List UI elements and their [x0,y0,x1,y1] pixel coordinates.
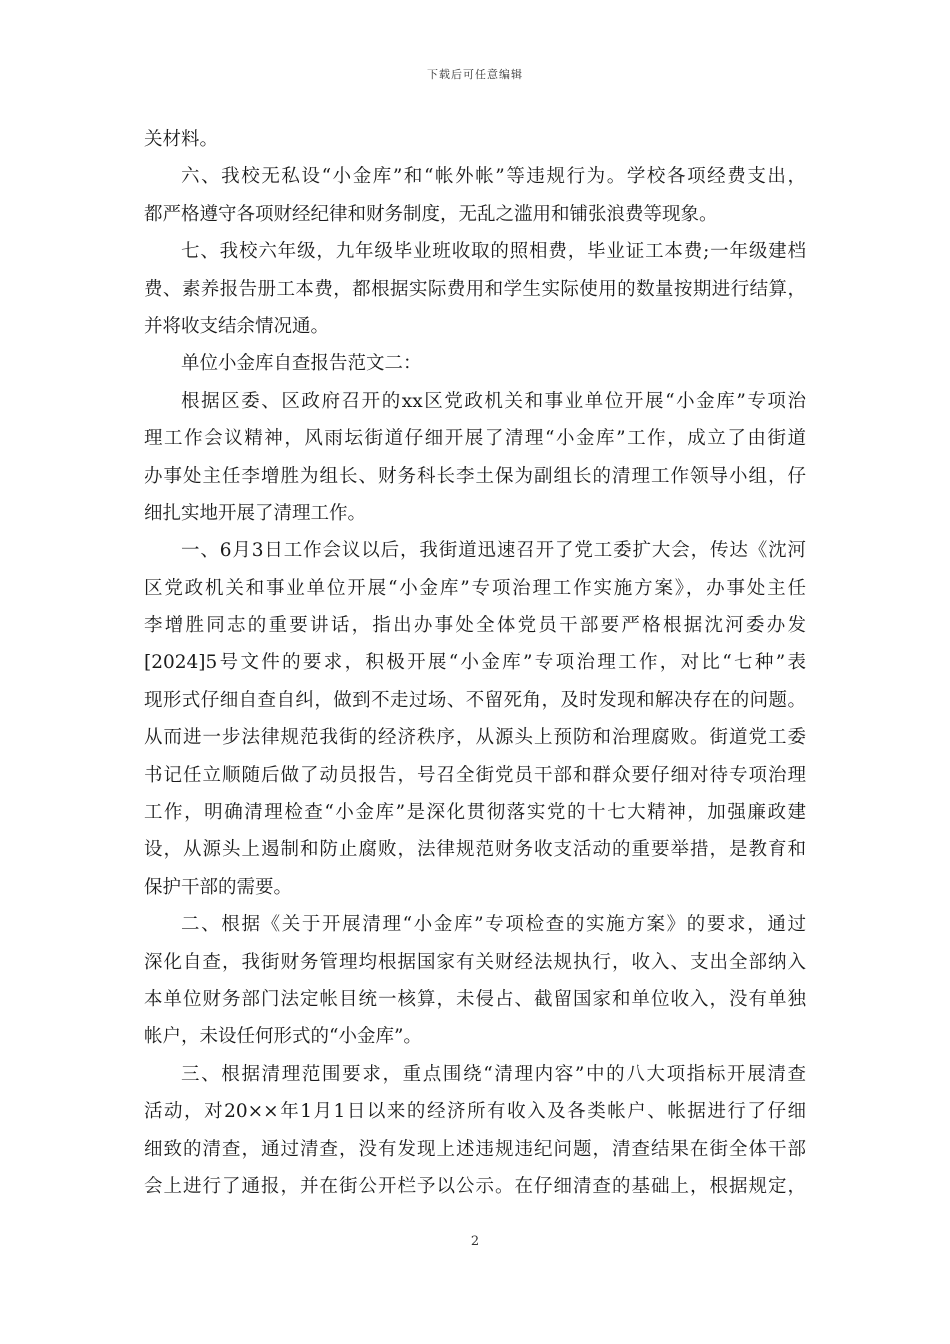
text-line: 费、素养报告册工本费，都根据实际费用和学生实际使用的数量按期进行结算， [144,278,806,300]
text-line: 设，从源头上遏制和防止腐败，法律规范财务收支活动的重要举措，是教育和 [144,839,806,861]
text-line: 细扎实地开展了清理工作。 [144,502,367,524]
text-line: 关材料。 [144,129,219,150]
text-line: [2024]5号文件的要求，积极开展“小金库”专项治理工作，对比“七种”表 [144,652,806,674]
text-line: 本单位财务部门法定帐目统一核算，未侵占、截留国家和单位收入，没有单独 [144,988,806,1010]
text-line: 会上进行了通报，并在街公开栏予以公示。在仔细清查的基础上，根据规定， [144,1175,806,1197]
text-line: 并将收支结余情况通。 [144,315,330,337]
text-line: 一、6月3日工作会议以后，我街道迅速召开了党工委扩大会，传达《沈河 [181,540,806,562]
page-header: 下载后可任意编辑 [427,68,523,81]
text-line: 办事处主任李增胜为组长、财务科长李土保为副组长的清理工作领导小组，仔 [144,465,806,487]
text-line: 书记任立顺随后做了动员报告，号召全街党员干部和群众要仔细对待专项治理 [144,764,806,786]
text-line: 都严格遵守各项财经纪律和财务制度，无乱之滥用和铺张浪费等现象。 [144,203,718,225]
text-line: 三、根据清理范围要求，重点围绕“清理内容”中的八大项指标开展清查 [181,1063,806,1085]
section-heading: 单位小金库自查报告范文二： [181,353,422,375]
text-line: 现形式仔细自查自纠，做到不走过场、不留死角，及时发现和解决存在的问题。 [144,689,806,711]
body-text [144,121,806,1205]
text-line: 保护干部的需要。 [144,876,293,898]
text-line: 活动，对20××年1月1日以来的经济所有收入及各类帐户、帐据进行了仔细 [144,1101,806,1123]
text-line: 从而进一步法律规范我街的经济秩序，从源头上预防和治理腐败。街道党工委 [144,727,806,749]
text-line: 帐户，未设任何形式的“小金库”。 [144,1026,422,1048]
text-line: 深化自查，我街财务管理均根据国家有关财经法规执行，收入、支出全部纳入 [144,951,806,973]
text-line: 七、我校六年级，九年级毕业班收取的照相费，毕业证工本费;一年级建档 [181,241,806,263]
text-line: 二、根据《关于开展清理“小金库”专项检查的实施方案》的要求，通过 [181,914,806,936]
text-line: 李增胜同志的重要讲话，指出办事处全体党员干部要严格根据沈河委办发 [144,615,806,637]
text-line: 细致的清查，通过清查，没有发现上述违规违纪问题，清查结果在街全体干部 [144,1138,806,1160]
text-line: 根据区委、区政府召开的xx区党政机关和事业单位开展“小金库”专项治 [181,390,806,412]
page-number: 2 [470,1234,480,1249]
text-line: 区党政机关和事业单位开展“小金库”专项治理工作实施方案》，办事处主任 [144,577,806,599]
text-line: 六、我校无私设“小金库”和“帐外帐”等违规行为。学校各项经费支出， [181,166,806,188]
text-line: 理工作会议精神，风雨坛街道仔细开展了清理“小金库”工作，成立了由街道 [144,428,806,450]
text-line: 工作，明确清理检查“小金库”是深化贯彻落实党的十七大精神，加强廉政建 [144,802,806,824]
